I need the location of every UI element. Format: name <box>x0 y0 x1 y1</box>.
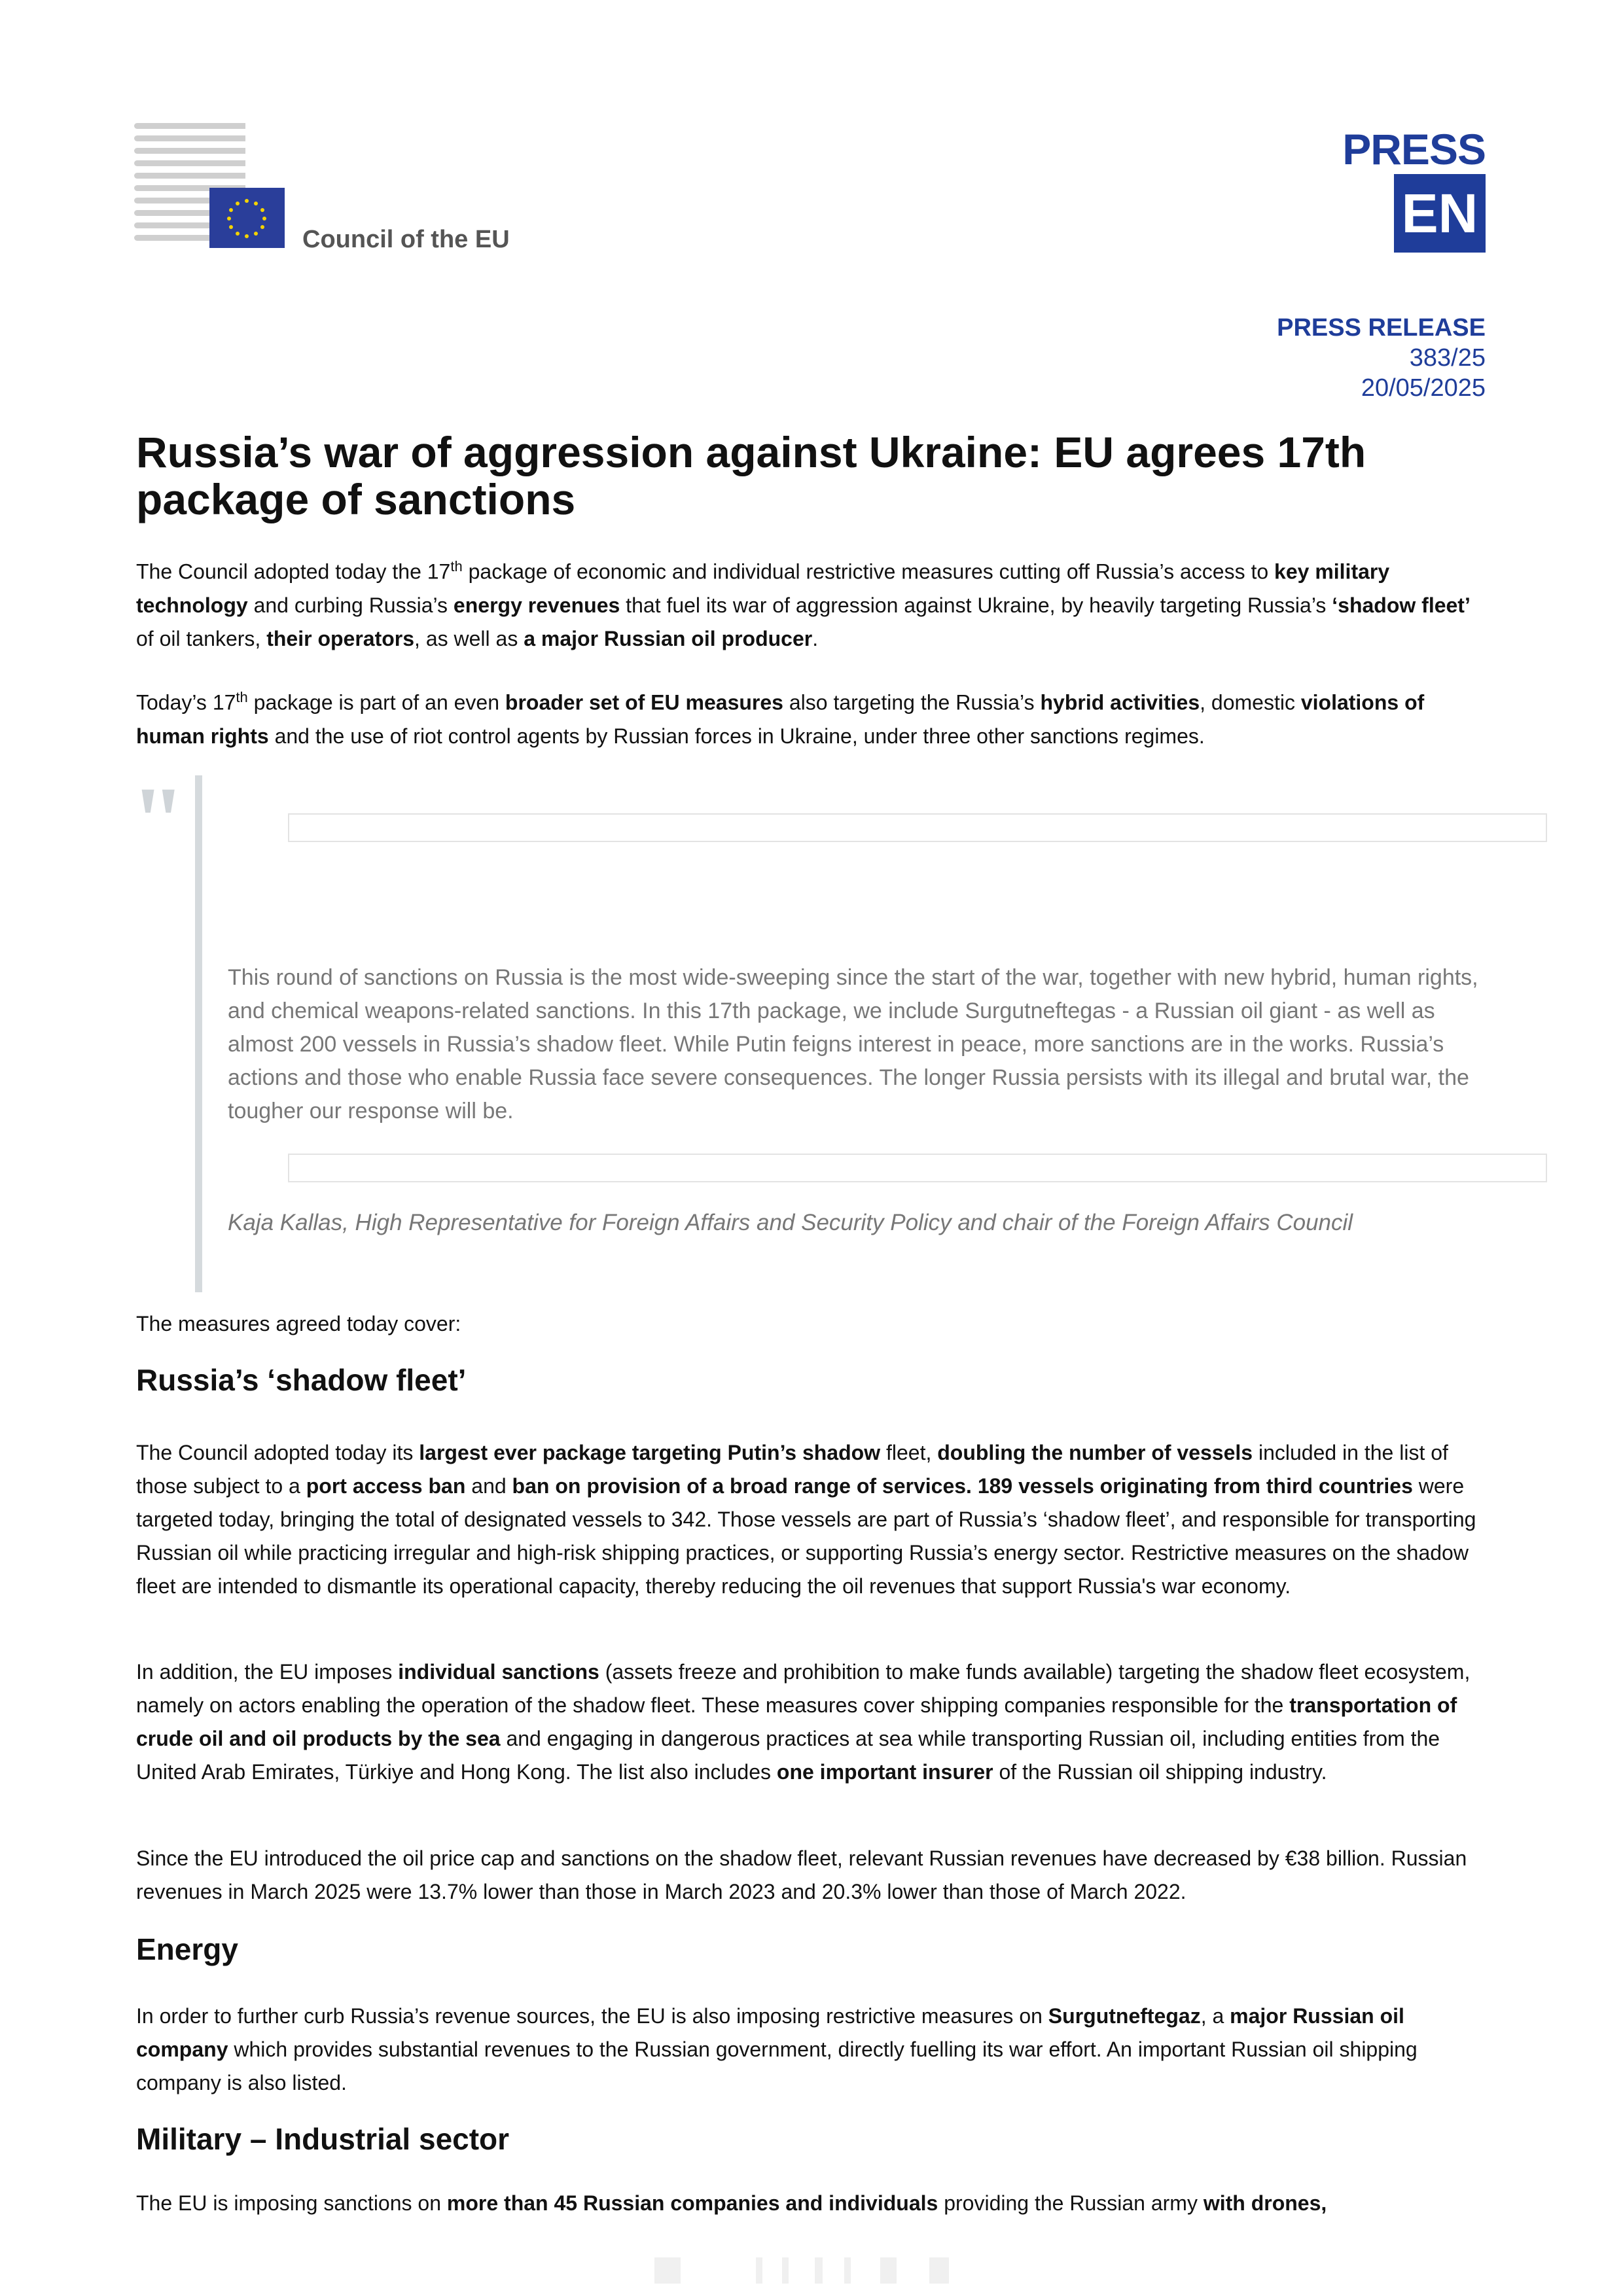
shadow-fleet-paragraph-3: Since the EU introduced the oil price cap and sanctions on the shadow fleet, relevant Russian revenues have decreased by €38 billion. Russian revenues in March 2025 were 13.7% lower than those in March 2023 and 20.3% lower than those of March 2022. <box>136 1846 1467 1903</box>
measures-intro: The measures agreed today cover: <box>136 1312 461 1335</box>
press-release-number: 383/25 <box>1409 344 1486 372</box>
quote-text: This round of sanctions on Russia is the most wide-sweeping since the start of the war, together with new hybrid, human rights, and chemical weapons-related sanctions. In this 17th package, we include Surgutneftegas - a Russian oil giant - as well as almost 200 vessels in Russia’s shadow fleet. While Putin feigns interest in peace, more sanctions are in the works. Russia’s actions and those who enable Russia face severe consequences. The longer Russia persists with its illegal and brutal war, the tougher our response will be. <box>228 965 1478 1123</box>
quote-author: Kaja Kallas, High Representative for Foreign Affairs and Security Policy and chair of the Foreign Affairs Council <box>228 1210 1353 1235</box>
energy-paragraph-1: In order to further curb Russia’s revenue sources, the EU is also imposing restrictive measures on Surgutneftegaz, a major Russian oil company which provides substantial revenues to the Russian government, directly fuelling its war effort. An important Russian oil shipping company is also listed. <box>136 2004 1418 2094</box>
quote-mark-icon: " <box>131 767 186 875</box>
press-release-date: 20/05/2025 <box>1361 374 1486 402</box>
quote-frame-bottom <box>288 1154 1547 1182</box>
intro-paragraph-2: Today’s 17th package is part of an even broader set of EU measures also targeting the Russia’s hybrid activities, domestic violations of human rights and the use of riot control agents by Russian forces in Ukraine, under three other sanctions regimes. <box>136 689 1425 748</box>
press-release-label: PRESS RELEASE <box>1277 314 1486 342</box>
quote-bar <box>195 775 202 1292</box>
language-badge: EN <box>1394 174 1486 253</box>
shadow-fleet-paragraph-2: In addition, the EU imposes individual sanctions (assets freeze and prohibition to make funds available) targeting the shadow fleet ecosystem, namely on actors enabling the operation of the shadow fleet. These measures cover shipping companies responsible for the transportation of crude oil and oil products by the sea and engaging in dangerous practices at sea while transporting Russian oil, including entities from the United Arab Emirates, Türkiye and Hong Kong. The list also includes one important insurer of the Russian oil shipping industry. <box>136 1660 1471 1784</box>
intro-paragraph-1: The Council adopted today the 17th package of economic and individual restrictive measures cutting off Russia’s access to key military technology and curbing Russia’s energy revenues that fuel its war of aggression against Ukraine, by heavily targeting Russia’s ‘shadow fleet’ of oil tankers, their operators, as well as a major Russian oil producer. <box>136 558 1471 650</box>
section-heading-military: Military – Industrial sector <box>136 2122 510 2156</box>
section-heading-shadow-fleet: Russia’s ‘shadow fleet’ <box>136 1363 467 1397</box>
page-title: Russia’s war of aggression against Ukraine: EU agrees 17th package of sanctions <box>136 428 1366 523</box>
eu-flag-icon <box>209 188 285 248</box>
page-footer-marks <box>654 2257 982 2284</box>
shadow-fleet-paragraph-1: The Council adopted today its largest ever package targeting Putin’s shadow fleet, doubling the number of vessels included in the list of those subject to a port access ban and ban on provision of a broad range of services. 189 vessels originating from third countries were targeted today, bringing the total of designated vessels to 342. Those vessels are part of Russia’s ‘shadow fleet’, and responsible for transporting Russian oil while practicing irregular and high-risk shipping practices, or supporting Russia’s energy sector. Restrictive measures on the shadow fleet are intended to dismantle its operational capacity, thereby reducing the oil revenues that support Russia's war economy. <box>136 1441 1476 1598</box>
org-name: Council of the EU <box>302 226 510 253</box>
press-release-meta <box>1277 313 1486 403</box>
military-paragraph-1: The EU is imposing sanctions on more than 45 Russian companies and individuals providing the Russian army with drones, <box>136 2191 1327 2215</box>
press-label: PRESS <box>1342 125 1486 173</box>
section-heading-energy: Energy <box>136 1932 238 1966</box>
quote-frame-top <box>288 813 1547 842</box>
